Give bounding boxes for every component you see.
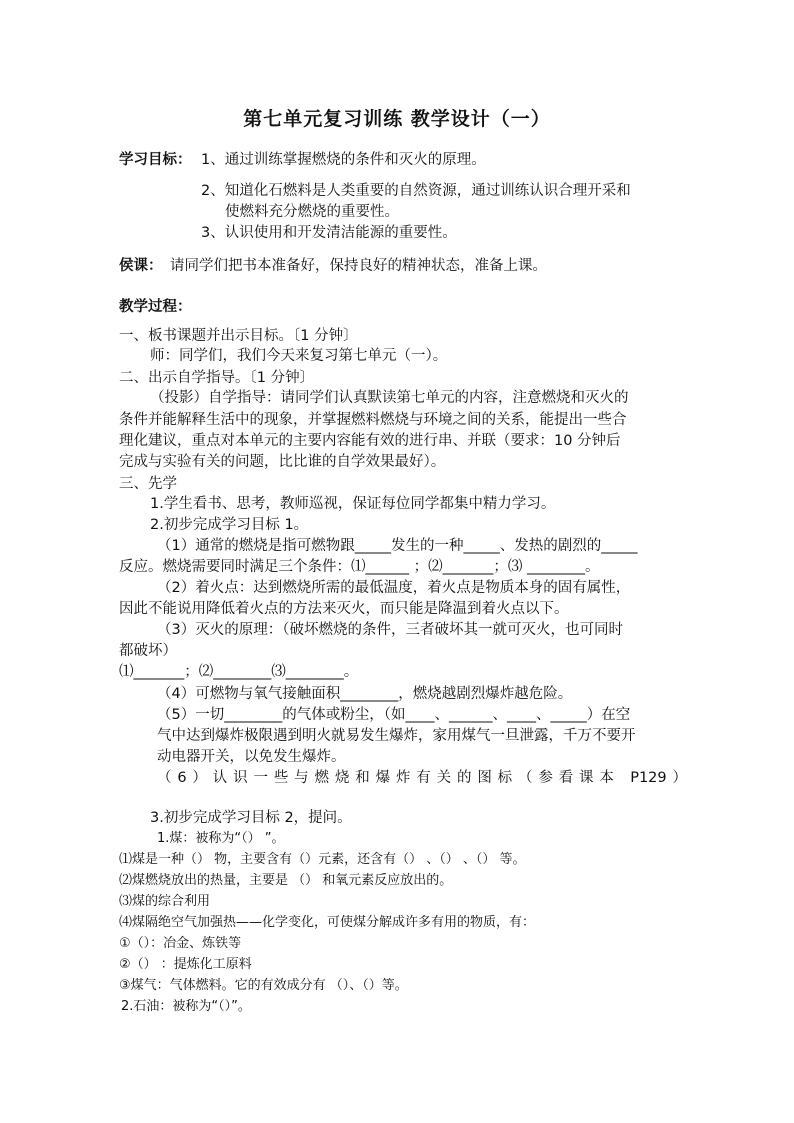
process-line: 1.学生看书、思考，教师巡视，保证每位同学都集中精力学习。 bbox=[150, 496, 556, 512]
process-line: 二、出示自学指导。〔1 分钟〕 bbox=[119, 370, 315, 386]
process-line: 3.初步完成学习目标 2，提问。 bbox=[150, 810, 352, 826]
process-line: （5）一切________的气体或粉尘，（如____、______、____、_____）在空 bbox=[157, 707, 631, 723]
objective-item: 3、认识使用和开发清洁能源的重要性。 bbox=[201, 225, 457, 241]
objective-item: 1、通过训练掌握燃烧的条件和灭火的原理。 bbox=[201, 152, 486, 168]
process-line: 完成与实验有关的问题，比比谁的自学效果最好）。 bbox=[119, 454, 446, 470]
process-line: （4）可燃物与氧气接触面积________，燃烧越剧烈爆炸越危险。 bbox=[157, 686, 573, 702]
process-line: 2.初步完成学习目标 1。 bbox=[150, 517, 309, 533]
prep-label: 侯课： bbox=[119, 258, 163, 274]
process-line: 师：同学们，我们今天来复习第七单元（一）。 bbox=[150, 348, 448, 364]
process-line: 1.煤：被称为“（） ”。 bbox=[157, 831, 285, 846]
process-line: ②（） ：提炼化工原料 bbox=[119, 957, 252, 972]
objective-item: 使燃料充分燃烧的重要性。 bbox=[225, 204, 399, 220]
process-line: 一、板书课题并出示目标。〔1 分钟〕 bbox=[119, 328, 358, 344]
process-line: 反应。燃烧需要同时满足三个条件：⑴______ ；⑵_______；⑶ ________。 bbox=[119, 559, 600, 575]
process-line: 动电器开关，以免发生爆炸。 bbox=[157, 749, 346, 765]
process-line: 理化建议，重点对本单元的主要内容能有效的进行串、并联（要求：10 分钟后 bbox=[119, 433, 621, 449]
process-line: 因此不能说用降低着火点的方法来灭火，而只能是降温到着火点以下。 bbox=[119, 601, 569, 617]
prep-text: 请同学们把书本准备好，保持良好的精神状态，准备上课。 bbox=[170, 258, 547, 274]
process-line: 2.石油：被称为“（）”。 bbox=[121, 999, 251, 1014]
process-line: （2）着火点：达到燃烧所需的最低温度，着火点是物质本身的固有属性， bbox=[157, 580, 631, 596]
process-line: ①（）：冶金、炼铁等 bbox=[119, 936, 242, 951]
process-heading: 教学过程： bbox=[119, 299, 192, 315]
objectives-label: 学习目标： bbox=[119, 152, 192, 168]
process-line: （投影）自学指导：请同学们认真默读第七单元的内容，注意燃烧和灭火的 bbox=[150, 390, 629, 406]
objective-item: 2、知道化石燃料是人类重要的自然资源，通过训练认识合理开采和 bbox=[201, 183, 631, 199]
process-line: 三、先学 bbox=[119, 476, 177, 492]
process-line: ⑶煤的综合利用 bbox=[119, 894, 211, 909]
process-line: ⑷煤隔绝空气加强热——化学变化，可使煤分解成许多有用的物质，有： bbox=[119, 915, 536, 930]
process-line: 都破坏） bbox=[119, 643, 177, 659]
process-line: ⑴煤是一种（） 物，主要含有（）元素，还含有（） 、（） 、（） 等。 bbox=[119, 852, 526, 867]
process-line: （6）认识一些与燃烧和爆炸有关的图标（参看课本 P129） bbox=[157, 770, 687, 786]
process-line: ⑵煤燃烧放出的热量，主要是 （） 和氧元素反应放出的。 bbox=[119, 873, 453, 888]
process-line: ③煤气：气体燃料。它的有效成分有 （）、（）等。 bbox=[119, 978, 408, 993]
process-line: （1）通常的燃烧是指可燃物跟_____发生的一种_____、发热的剧烈的_____ bbox=[157, 538, 638, 554]
process-line: 条件并能解释生活中的现象，并掌握燃料燃烧与环境之间的关系，能提出一些合 bbox=[119, 412, 627, 428]
process-line: （3）灭火的原理：（破坏燃烧的条件，三者破坏其一就可灭火，也可同时 bbox=[157, 622, 623, 638]
page-title: 第七单元复习训练 教学设计（一） bbox=[243, 108, 551, 130]
process-line: ⑴_______；⑵________⑶________。 bbox=[119, 664, 359, 680]
process-line: 气中达到爆炸极限遇到明火就易发生爆炸，家用煤气一旦泄露，千万不要开 bbox=[157, 728, 636, 744]
